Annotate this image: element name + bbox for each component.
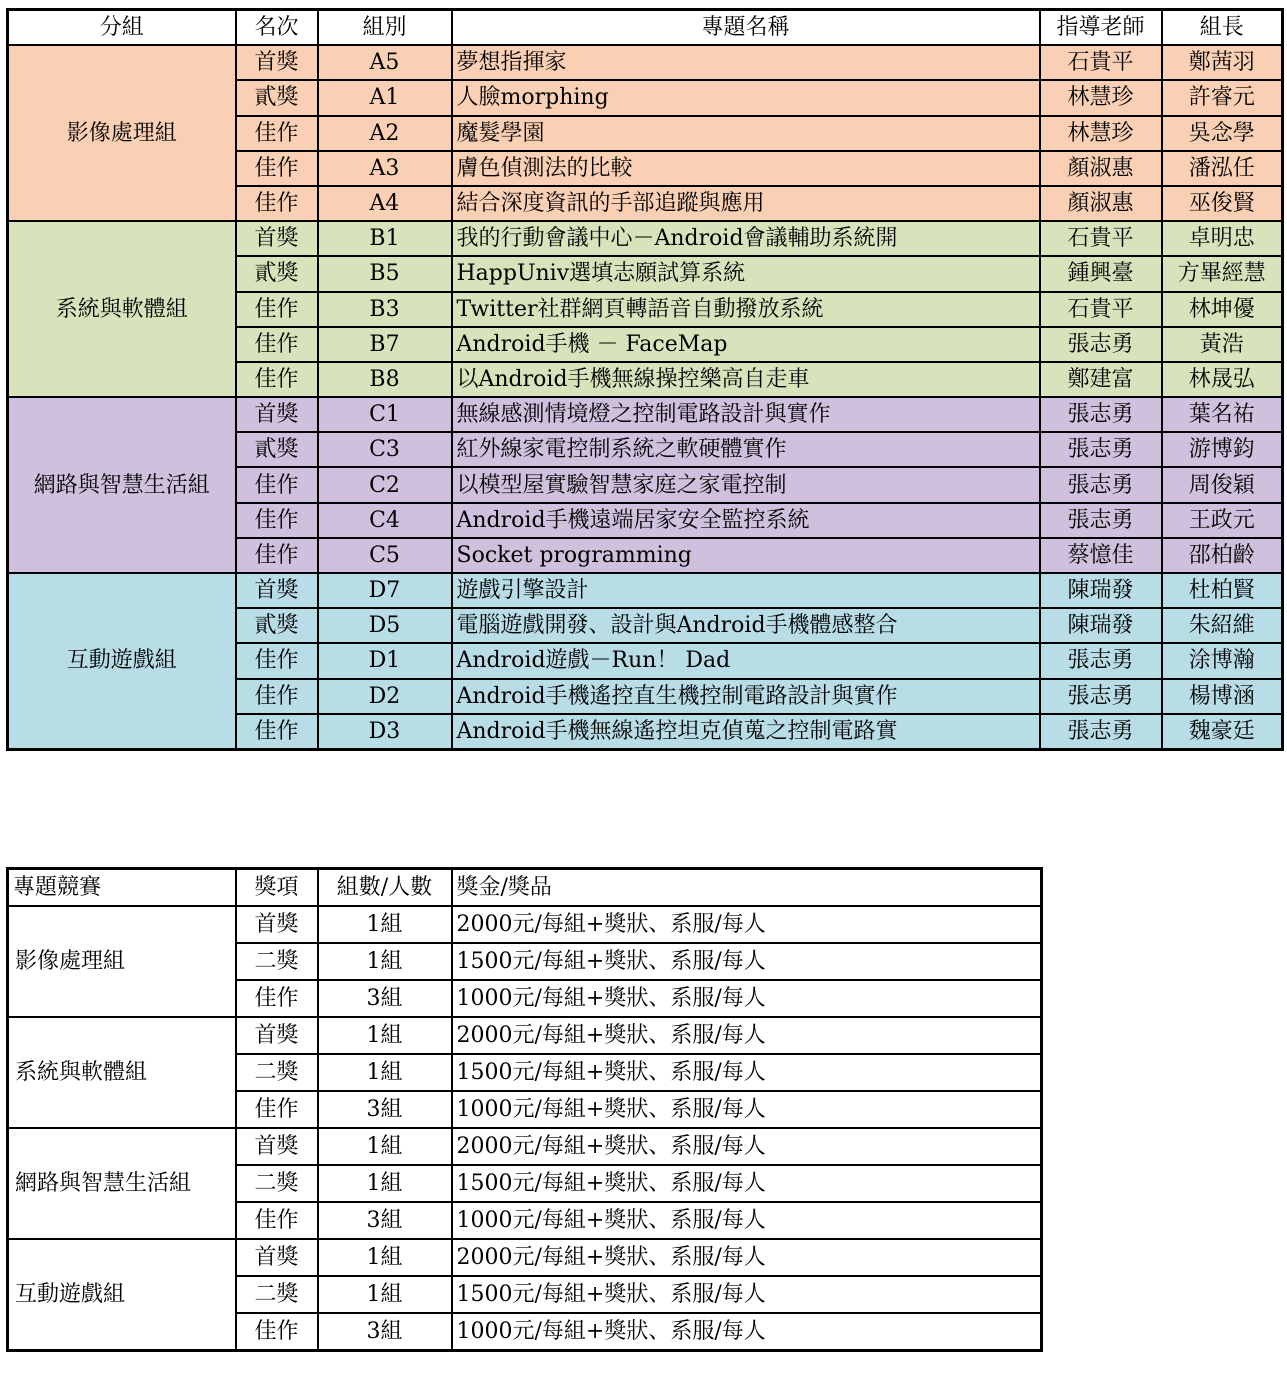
code-cell: D1 xyxy=(318,643,452,678)
header-title: 專題名稱 xyxy=(452,10,1040,46)
code-cell: D2 xyxy=(318,679,452,714)
title-cell: 電腦遊戲開發、設計與Android手機體感整合 xyxy=(452,608,1040,643)
prize-cell: 1500元/每組+獎狀、系服/每人 xyxy=(452,1165,1042,1202)
code-cell: C3 xyxy=(318,432,452,467)
prize-header-prize: 獎金/獎品 xyxy=(452,869,1042,907)
header-group: 分組 xyxy=(8,10,236,46)
title-cell: HappUniv選填志願試算系統 xyxy=(452,256,1040,291)
leader-cell: 王政元 xyxy=(1162,503,1283,538)
advisor-cell: 張志勇 xyxy=(1040,327,1162,362)
code-cell: B1 xyxy=(318,221,452,256)
title-cell: 紅外線家電控制系統之軟硬體實作 xyxy=(452,432,1040,467)
advisor-cell: 張志勇 xyxy=(1040,679,1162,714)
leader-cell: 周俊穎 xyxy=(1162,467,1283,502)
table-row xyxy=(8,221,1283,256)
rank-cell: 佳作 xyxy=(236,362,318,397)
advisor-cell: 張志勇 xyxy=(1040,643,1162,678)
prize-cell: 1000元/每組+獎狀、系服/每人 xyxy=(452,980,1042,1017)
leader-cell: 林晟弘 xyxy=(1162,362,1283,397)
code-cell: C1 xyxy=(318,397,452,432)
count-cell: 1組 xyxy=(318,1276,452,1313)
prize-cell: 2000元/每組+獎狀、系服/每人 xyxy=(452,906,1042,943)
rank-cell: 首獎 xyxy=(236,45,318,80)
advisor-cell: 鍾興臺 xyxy=(1040,256,1162,291)
code-cell: D7 xyxy=(318,573,452,608)
code-cell: D3 xyxy=(318,714,452,750)
table-row xyxy=(8,573,1283,608)
advisor-cell: 顏淑惠 xyxy=(1040,186,1162,221)
code-cell: A3 xyxy=(318,151,452,186)
results-table xyxy=(6,8,1284,751)
advisor-cell: 蔡憶佳 xyxy=(1040,538,1162,573)
count-cell: 3組 xyxy=(318,1091,452,1128)
table-row xyxy=(8,1128,1042,1165)
prize-cell: 2000元/每組+獎狀、系服/每人 xyxy=(452,1128,1042,1165)
prize-group-name: 系統與軟體組 xyxy=(8,1017,236,1128)
title-cell: Android手機遠端居家安全監控系統 xyxy=(452,503,1040,538)
code-cell: B3 xyxy=(318,292,452,327)
advisor-cell: 石貴平 xyxy=(1040,45,1162,80)
advisor-cell: 張志勇 xyxy=(1040,714,1162,750)
prize-cell: 1500元/每組+獎狀、系服/每人 xyxy=(452,1054,1042,1091)
title-cell: 膚色偵測法的比較 xyxy=(452,151,1040,186)
advisor-cell: 陳瑞發 xyxy=(1040,573,1162,608)
award-cell: 佳作 xyxy=(236,1313,318,1351)
prizes-header-row xyxy=(8,869,1042,907)
code-cell: A1 xyxy=(318,80,452,115)
code-cell: B7 xyxy=(318,327,452,362)
rank-cell: 佳作 xyxy=(236,186,318,221)
prizes-table xyxy=(6,867,1043,1352)
prize-cell: 1000元/每組+獎狀、系服/每人 xyxy=(452,1091,1042,1128)
prize-cell: 2000元/每組+獎狀、系服/每人 xyxy=(452,1239,1042,1276)
advisor-cell: 張志勇 xyxy=(1040,432,1162,467)
header-leader: 組長 xyxy=(1162,10,1283,46)
advisor-cell: 張志勇 xyxy=(1040,397,1162,432)
count-cell: 1組 xyxy=(318,1017,452,1054)
table-row xyxy=(8,1239,1042,1276)
rank-cell: 貳獎 xyxy=(236,80,318,115)
prize-header-competition: 專題競賽 xyxy=(8,869,236,907)
rank-cell: 佳作 xyxy=(236,643,318,678)
table-row xyxy=(8,45,1283,80)
leader-cell: 黃浩 xyxy=(1162,327,1283,362)
advisor-cell: 陳瑞發 xyxy=(1040,608,1162,643)
count-cell: 1組 xyxy=(318,1239,452,1276)
rank-cell: 首獎 xyxy=(236,397,318,432)
leader-cell: 吳念學 xyxy=(1162,116,1283,151)
count-cell: 1組 xyxy=(318,943,452,980)
title-cell: Android遊戲－Run！ Dad xyxy=(452,643,1040,678)
header-advisor: 指導老師 xyxy=(1040,10,1162,46)
award-cell: 二獎 xyxy=(236,1054,318,1091)
prize-header-count: 組數/人數 xyxy=(318,869,452,907)
leader-cell: 巫俊賢 xyxy=(1162,186,1283,221)
award-cell: 首獎 xyxy=(236,906,318,943)
rank-cell: 佳作 xyxy=(236,467,318,502)
title-cell: Socket programming xyxy=(452,538,1040,573)
award-cell: 佳作 xyxy=(236,1202,318,1239)
prize-cell: 1000元/每組+獎狀、系服/每人 xyxy=(452,1202,1042,1239)
prize-cell: 1000元/每組+獎狀、系服/每人 xyxy=(452,1313,1042,1351)
title-cell: 人臉morphing xyxy=(452,80,1040,115)
rank-cell: 貳獎 xyxy=(236,256,318,291)
rank-cell: 佳作 xyxy=(236,679,318,714)
leader-cell: 游博鈞 xyxy=(1162,432,1283,467)
advisor-cell: 林慧珍 xyxy=(1040,80,1162,115)
title-cell: 魔髮學園 xyxy=(452,116,1040,151)
prize-group-name: 影像處理組 xyxy=(8,906,236,1017)
advisor-cell: 石貴平 xyxy=(1040,221,1162,256)
leader-cell: 許睿元 xyxy=(1162,80,1283,115)
header-code: 組別 xyxy=(318,10,452,46)
title-cell: 以模型屋實驗智慧家庭之家電控制 xyxy=(452,467,1040,502)
title-cell: Android手機遙控直生機控制電路設計與實作 xyxy=(452,679,1040,714)
rank-cell: 貳獎 xyxy=(236,608,318,643)
rank-cell: 貳獎 xyxy=(236,432,318,467)
prize-header-award: 獎項 xyxy=(236,869,318,907)
rank-cell: 首獎 xyxy=(236,573,318,608)
code-cell: A2 xyxy=(318,116,452,151)
results-table-body xyxy=(8,10,1283,750)
award-cell: 二獎 xyxy=(236,1165,318,1202)
rank-cell: 佳作 xyxy=(236,292,318,327)
advisor-cell: 張志勇 xyxy=(1040,503,1162,538)
title-cell: Android手機無線遙控坦克偵蒐之控制電路實 xyxy=(452,714,1040,750)
leader-cell: 楊博涵 xyxy=(1162,679,1283,714)
leader-cell: 葉名祐 xyxy=(1162,397,1283,432)
group-name: 影像處理組 xyxy=(8,45,236,221)
leader-cell: 杜柏賢 xyxy=(1162,573,1283,608)
rank-cell: 佳作 xyxy=(236,538,318,573)
prize-cell: 2000元/每組+獎狀、系服/每人 xyxy=(452,1017,1042,1054)
award-cell: 首獎 xyxy=(236,1239,318,1276)
award-cell: 佳作 xyxy=(236,1091,318,1128)
award-cell: 二獎 xyxy=(236,943,318,980)
header-rank: 名次 xyxy=(236,10,318,46)
code-cell: B5 xyxy=(318,256,452,291)
code-cell: C5 xyxy=(318,538,452,573)
award-cell: 二獎 xyxy=(236,1276,318,1313)
count-cell: 1組 xyxy=(318,906,452,943)
group-name: 互動遊戲組 xyxy=(8,573,236,749)
leader-cell: 潘泓任 xyxy=(1162,151,1283,186)
rank-cell: 佳作 xyxy=(236,151,318,186)
title-cell: 我的行動會議中心－Android會議輔助系統開 xyxy=(452,221,1040,256)
award-cell: 首獎 xyxy=(236,1017,318,1054)
count-cell: 1組 xyxy=(318,1165,452,1202)
results-header-row xyxy=(8,10,1283,46)
prize-cell: 1500元/每組+獎狀、系服/每人 xyxy=(452,1276,1042,1313)
prizes-table-body xyxy=(8,869,1042,1351)
table-row xyxy=(8,906,1042,943)
count-cell: 3組 xyxy=(318,1313,452,1351)
leader-cell: 魏豪廷 xyxy=(1162,714,1283,750)
count-cell: 1組 xyxy=(318,1128,452,1165)
count-cell: 3組 xyxy=(318,1202,452,1239)
advisor-cell: 林慧珍 xyxy=(1040,116,1162,151)
title-cell: Twitter社群網頁轉語音自動撥放系統 xyxy=(452,292,1040,327)
code-cell: C2 xyxy=(318,467,452,502)
group-name: 系統與軟體組 xyxy=(8,221,236,397)
code-cell: B8 xyxy=(318,362,452,397)
rank-cell: 首獎 xyxy=(236,221,318,256)
count-cell: 3組 xyxy=(318,980,452,1017)
prize-group-name: 互動遊戲組 xyxy=(8,1239,236,1351)
rank-cell: 佳作 xyxy=(236,714,318,750)
advisor-cell: 鄭建富 xyxy=(1040,362,1162,397)
advisor-cell: 顏淑惠 xyxy=(1040,151,1162,186)
rank-cell: 佳作 xyxy=(236,116,318,151)
count-cell: 1組 xyxy=(318,1054,452,1091)
title-cell: 夢想指揮家 xyxy=(452,45,1040,80)
leader-cell: 林坤優 xyxy=(1162,292,1283,327)
leader-cell: 朱紹維 xyxy=(1162,608,1283,643)
title-cell: 無線感測情境燈之控制電路設計與實作 xyxy=(452,397,1040,432)
leader-cell: 涂博瀚 xyxy=(1162,643,1283,678)
table-row xyxy=(8,397,1283,432)
code-cell: A4 xyxy=(318,186,452,221)
rank-cell: 佳作 xyxy=(236,503,318,538)
code-cell: D5 xyxy=(318,608,452,643)
award-cell: 佳作 xyxy=(236,980,318,1017)
leader-cell: 卓明忠 xyxy=(1162,221,1283,256)
advisor-cell: 張志勇 xyxy=(1040,467,1162,502)
title-cell: Android手機 － FaceMap xyxy=(452,327,1040,362)
advisor-cell: 石貴平 xyxy=(1040,292,1162,327)
title-cell: 遊戲引擎設計 xyxy=(452,573,1040,608)
title-cell: 結合深度資訊的手部追蹤與應用 xyxy=(452,186,1040,221)
leader-cell: 方畢經慧 xyxy=(1162,256,1283,291)
leader-cell: 鄭茜羽 xyxy=(1162,45,1283,80)
leader-cell: 邵柏齡 xyxy=(1162,538,1283,573)
code-cell: A5 xyxy=(318,45,452,80)
award-cell: 首獎 xyxy=(236,1128,318,1165)
prize-group-name: 網路與智慧生活組 xyxy=(8,1128,236,1239)
title-cell: 以Android手機無線操控樂高自走車 xyxy=(452,362,1040,397)
table-row xyxy=(8,1017,1042,1054)
rank-cell: 佳作 xyxy=(236,327,318,362)
code-cell: C4 xyxy=(318,503,452,538)
prize-cell: 1500元/每組+獎狀、系服/每人 xyxy=(452,943,1042,980)
group-name: 網路與智慧生活組 xyxy=(8,397,236,573)
